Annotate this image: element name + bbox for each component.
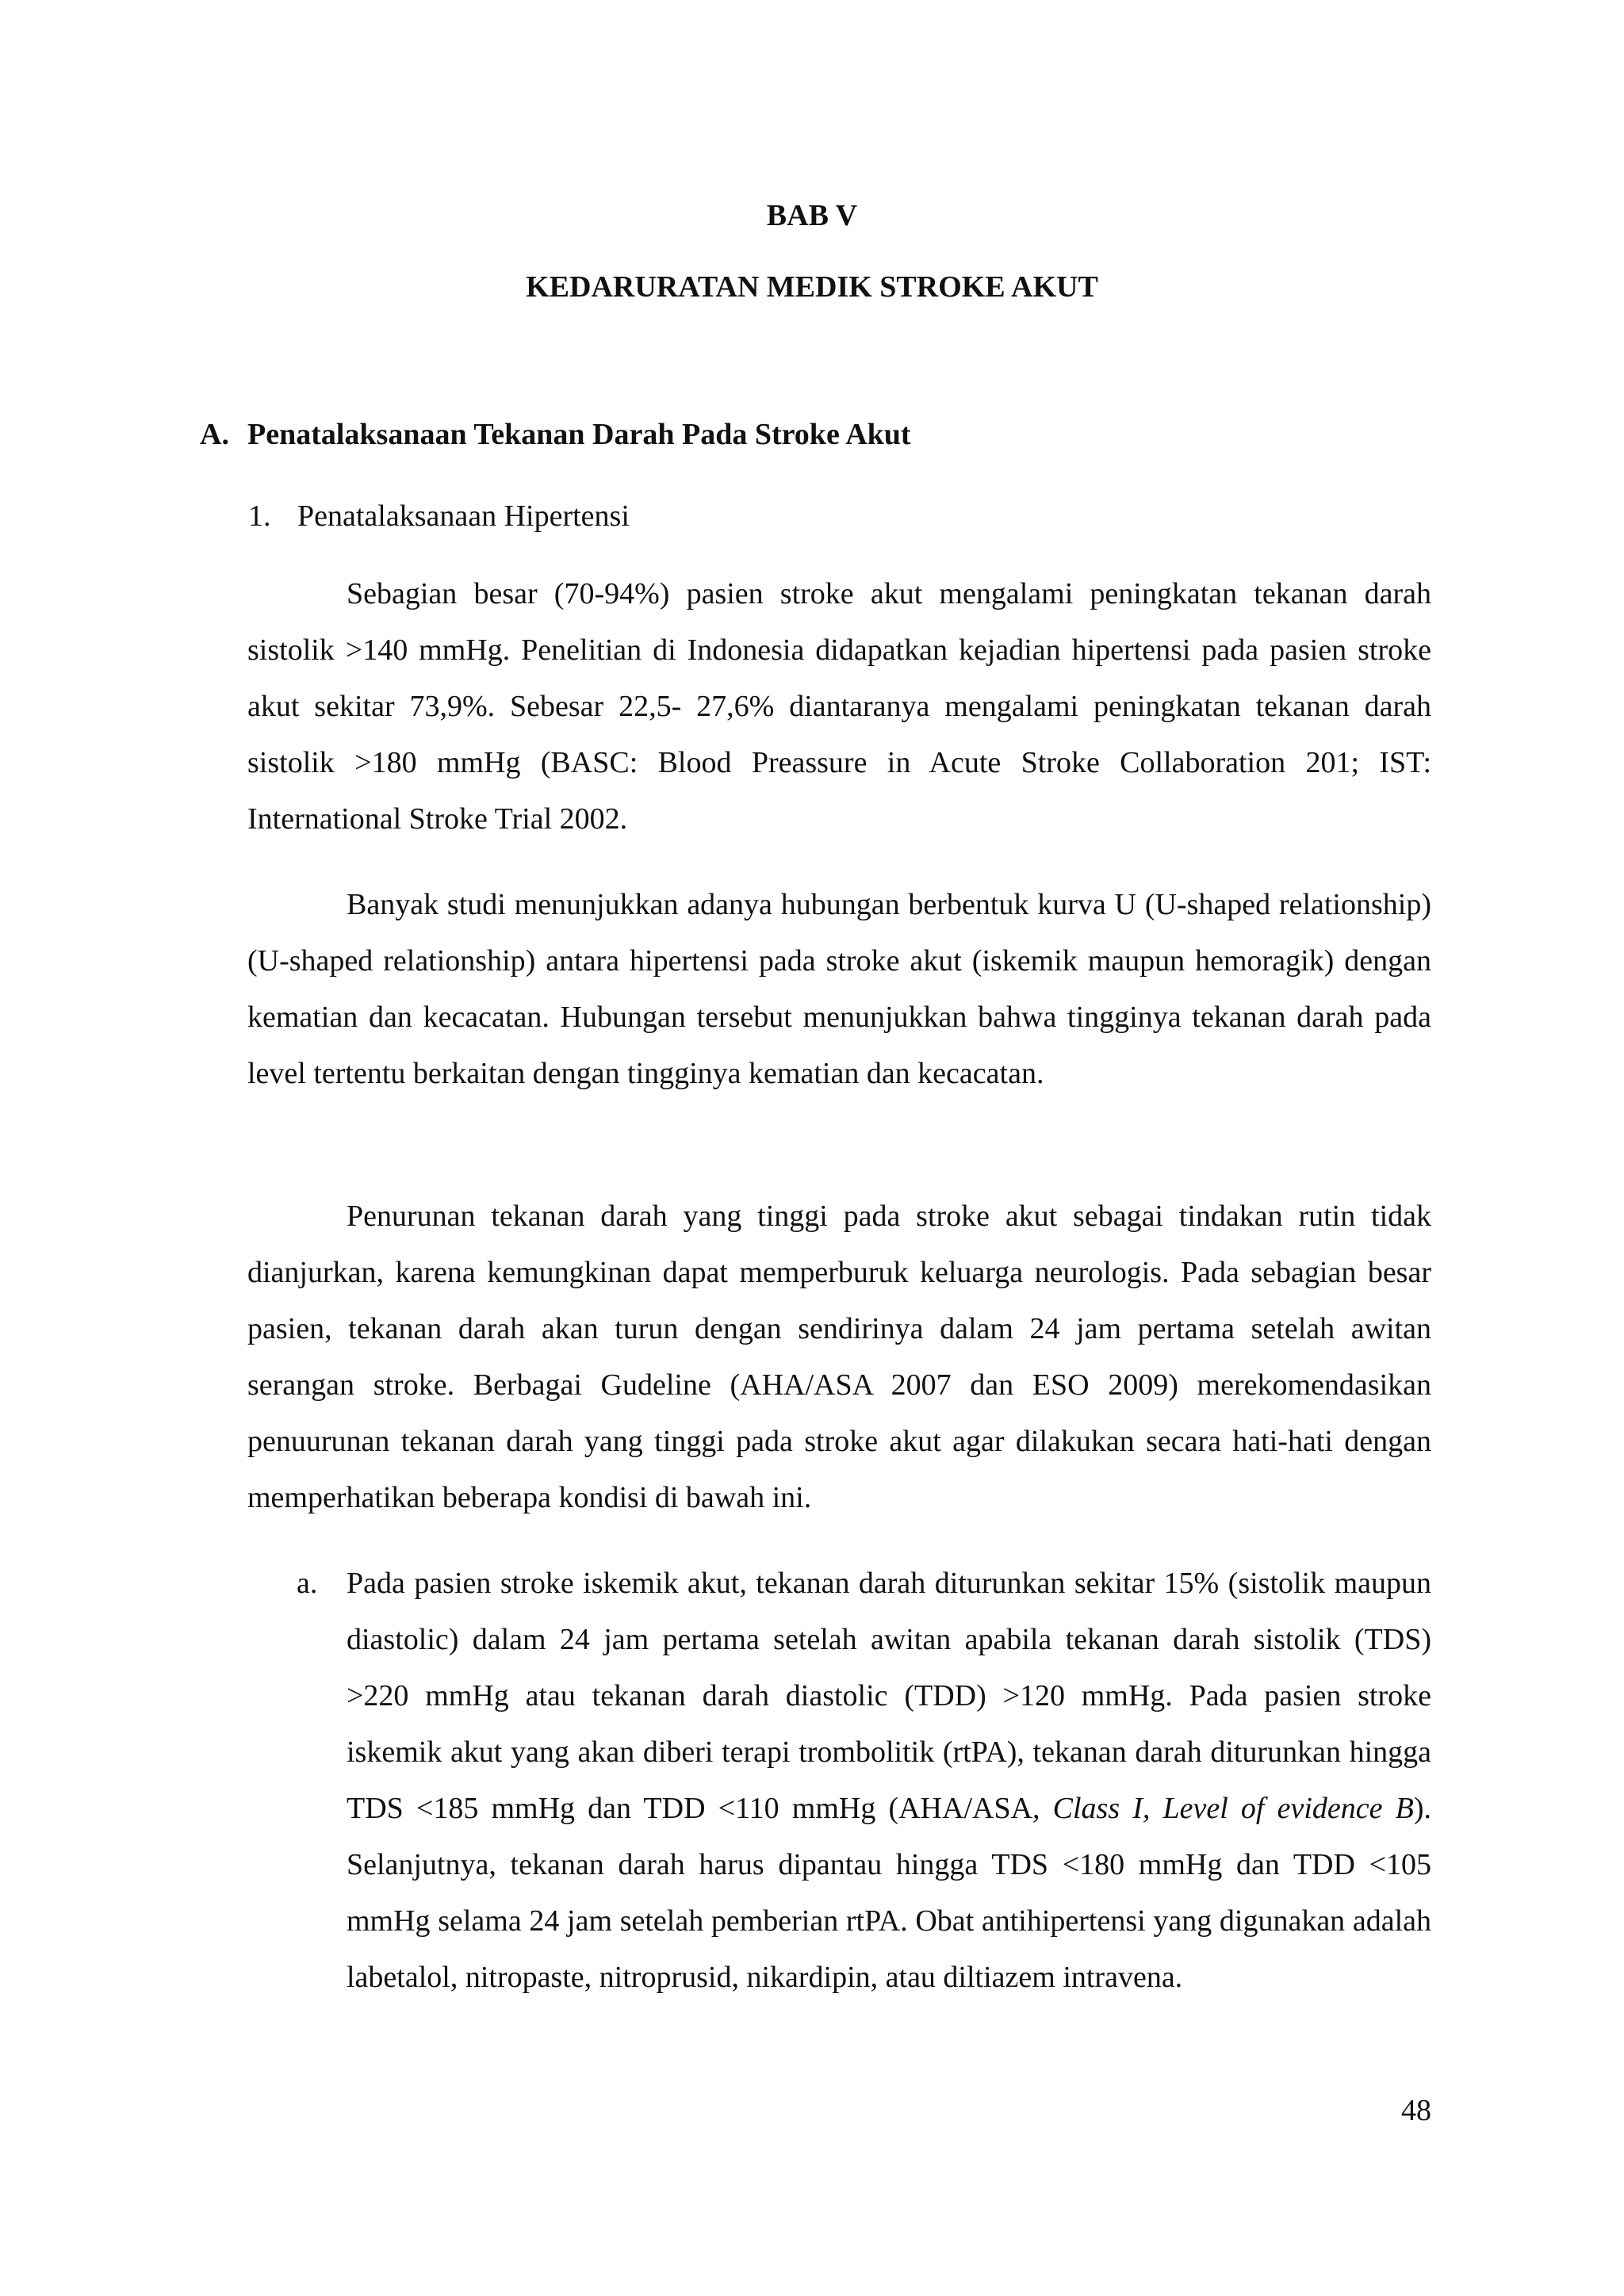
section-title: Penatalaksanaan Tekanan Darah Pada Stroke Akut xyxy=(247,418,911,451)
paragraph-3: Penurunan tekanan darah yang tinggi pada stroke akut sebagai tindakan rutin tidak dianjurkan, karena kemungkinan dapat memperburuk keluarga neurologis. Pada sebagian besar pasien, tekanan darah akan turun dengan sendirinya dalam 24 jam pertama setelah awitan serangan stroke. Berbagai Gudeline (AHA/ASA 2007 dan ESO 2009) merekomendasikan penuurunan tekanan darah yang tinggi pada stroke akut agar dilakukan secara hati-hati dengan memperhatikan beberapa kondisi di bawah ini. xyxy=(247,1200,1431,1514)
paragraph-2: Banyak studi menunjukkan adanya hubungan berbentuk kurva U (U-shaped relationship) (U-shaped relationship) antara hipertensi pada stroke akut (iskemik maupun hemoragik) dengan kematian dan kecacatan. Hubungan tersebut menunjukkan bahwa tingginya tekanan darah pada level tertentu berkaitan dengan tingginya kematian dan kecacatan. xyxy=(247,888,1431,1090)
list-item-text-part-2: ). Selanjutnya, tekanan darah harus dipantau hingga TDS <180 mmHg dan TDD <105 mmHg selama 24 jam setelah pemberian rtPA. Obat antihipertensi yang digunakan adalah labetalol, nitropaste, nitroprusid, nikardipin, atau diltiazem intravena. xyxy=(347,1792,1431,1994)
section-heading xyxy=(200,415,911,453)
list-item-marker: a. xyxy=(297,1567,318,1600)
subsection-marker: 1. xyxy=(248,499,271,533)
list-item-a xyxy=(247,1556,1431,2006)
paragraph-1: Sebagian besar (70-94%) pasien stroke akut mengalami peningkatan tekanan darah sistolik >140 mmHg. Penelitian di Indonesia didapatkan kejadian hipertensi pada pasien stroke akut sekitar 73,9%. Sebesar 22,5- 27,6% diantaranya mengalami peningkatan tekanan darah sistolik >180 mmHg (BASC: Blood Preassure in Acute Stroke Collaboration 201; IST: International Stroke Trial 2002. xyxy=(247,577,1431,836)
subsection-title: Penatalaksanaan Hipertensi xyxy=(297,499,630,533)
page-number: 48 xyxy=(1401,2094,1431,2127)
list-item-text xyxy=(347,1556,1431,2006)
subsection-heading xyxy=(248,497,630,535)
list-item-text-part-1: Pada pasien stroke iskemik akut, tekanan darah diturunkan sekitar 15% (sistolik maupun diastolic) dalam 24 jam pertama setelah awitan apabila tekanan darah sistolik (TDS) >220 mmHg atau tekanan darah diastolic (TDD) >120 mmHg. Pada pasien stroke iskemik akut yang akan diberi terapi trombolitik (rtPA), tekanan darah diturunkan hingga TDS <185 mmHg dan TDD <110 mmHg (AHA/ASA xyxy=(347,1567,1431,1825)
evidence-level-citation: , Class I, Level of evidence B xyxy=(1032,1792,1414,1825)
chapter-number: BAB V xyxy=(766,199,858,232)
chapter-title: KEDARURATAN MEDIK STROKE AKUT xyxy=(526,270,1098,304)
section-marker: A. xyxy=(200,418,229,451)
